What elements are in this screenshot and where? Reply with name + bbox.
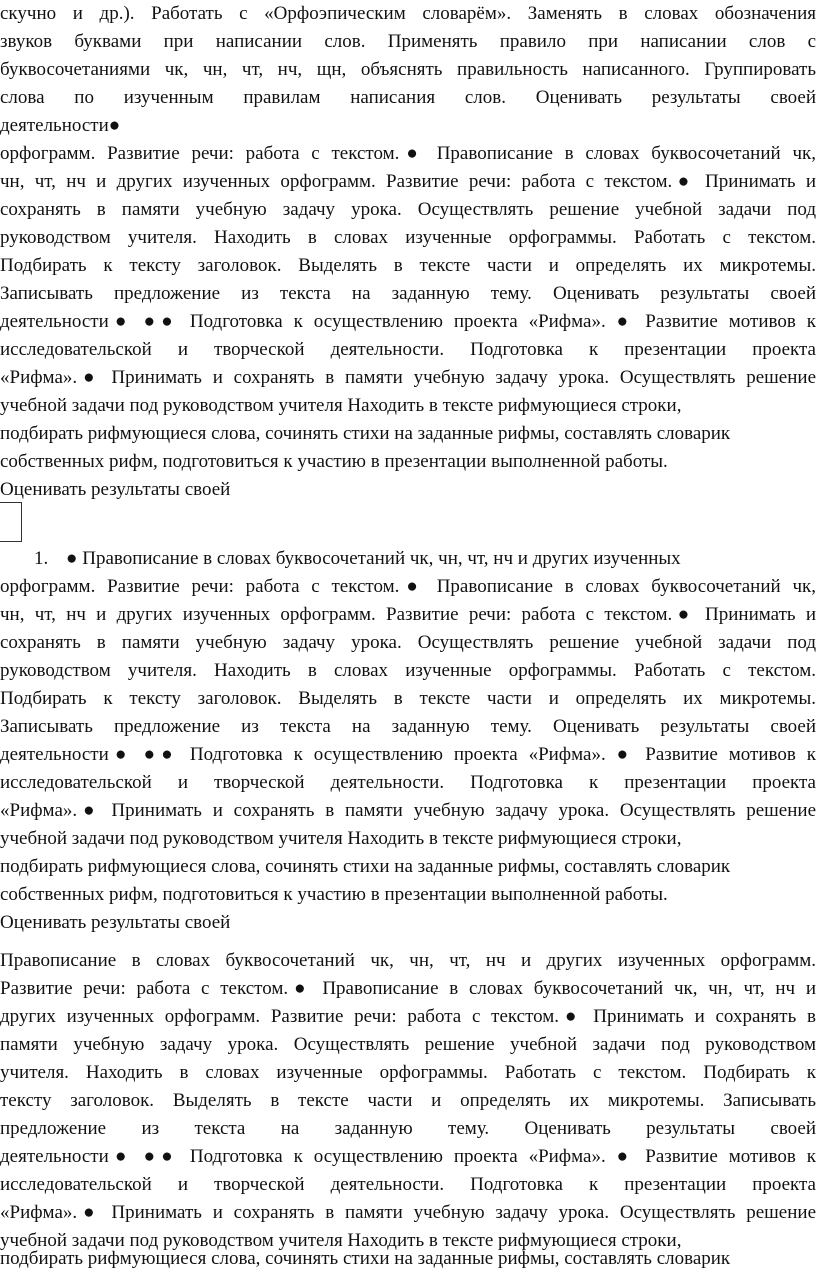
text-line: подбирать рифмующиеся слова, сочинять стихи на заданные рифмы, составлять словарик — [0, 856, 731, 877]
text-line: «Рифма».● Принимать и сохранять в памяти учебную задачу урока. Осуществлять решение — [0, 367, 816, 388]
text-line: памяти учебную задачу урока. Осуществлять решение учебной задачи под руководством — [0, 1034, 816, 1055]
text-line: сохранять в памяти учебную задачу урока. Осуществлять решение учебной задачи под — [0, 632, 816, 653]
text-line: тексту заголовок. Выделять в тексте части и определять их микротемы. Записывать — [0, 1090, 816, 1111]
text-line: собственных рифм, подготовиться к участию в презентации выполненной работы. — [0, 884, 668, 905]
text-line: исследовательской и творческой деятельности. Подготовка к презентации проекта — [0, 339, 816, 360]
text-line: учебной задачи под руководством учителя Находить в тексте рифмующиеся строки, — [0, 1230, 682, 1251]
text-line: исследовательской и творческой деятельности. Подготовка к презентации проекта — [0, 772, 816, 793]
text-line: деятельности● — [0, 115, 121, 136]
text-line: собственных рифм, подготовиться к участию в презентации выполненной работы. — [0, 451, 668, 472]
list-item — [34, 545, 816, 572]
text-line: учебной задачи под руководством учителя Находить в тексте рифмующиеся строки, — [0, 395, 682, 416]
text-line: Записывать предложение из текста на заданную тему. Оценивать результаты своей — [0, 716, 816, 737]
text-line: Подбирать к тексту заголовок. Выделять в тексте части и определять их микротемы. — [0, 688, 816, 709]
text-line: орфограмм. Развитие речи: работа с текстом.● Правописание в словах буквосочетаний чк, — [0, 576, 816, 597]
text-line: Развитие речи: работа с текстом.● Правописание в словах буквосочетаний чк, чн, чт, нч и — [0, 978, 816, 999]
text-line: Правописание в словах буквосочетаний чк, чн, чт, нч и других изученных орфограмм. — [0, 950, 816, 971]
empty-box — [0, 502, 22, 542]
text-line: «Рифма».● Принимать и сохранять в памяти учебную задачу урока. Осуществлять решение — [0, 1202, 816, 1223]
text-line: чн, чт, нч и других изученных орфограмм. Развитие речи: работа с текстом.● Принимать и — [0, 171, 816, 192]
text-line: Записывать предложение из текста на заданную тему. Оценивать результаты своей — [0, 283, 816, 304]
text-line: буквосочетаниями чк, чн, чт, нч, щн, объяснять правильность написанного. Группировать — [0, 59, 816, 80]
text-line: руководством учителя. Находить в словах изученные орфограммы. Работать с текстом. — [0, 227, 816, 248]
text-line: учебной задачи под руководством учителя Находить в тексте рифмующиеся строки, — [0, 828, 682, 849]
text-line: слова по изученным правилам написания слов. Оценивать результаты своей — [0, 87, 816, 108]
list-item-text: ● Правописание в словах буквосочетаний чк, чн, чт, нч и других изученных — [66, 548, 681, 569]
text-line: орфограмм. Развитие речи: работа с текстом.● Правописание в словах буквосочетаний чк, — [0, 143, 816, 164]
text-line: руководством учителя. Находить в словах изученные орфограммы. Работать с текстом. — [0, 660, 816, 681]
text-line: других изученных орфограмм. Развитие речи: работа с текстом.● Принимать и сохранять в — [0, 1006, 816, 1027]
text-line: Оценивать результаты своей — [0, 479, 231, 500]
text-line: подбирать рифмующиеся слова, сочинять стихи на заданные рифмы, составлять словарик — [0, 1248, 731, 1269]
text-line: предложение из текста на заданную тему. Оценивать результаты своей — [0, 1118, 816, 1139]
text-line: деятельности● ●● Подготовка к осуществлению проекта «Рифма». ● Развитие мотивов к — [0, 1146, 816, 1167]
text-line: чн, чт, нч и других изученных орфограмм. Развитие речи: работа с текстом.● Принимать и — [0, 604, 816, 625]
text-line: деятельности● ●● Подготовка к осуществлению проекта «Рифма». ● Развитие мотивов к — [0, 311, 816, 332]
text-line: исследовательской и творческой деятельности. Подготовка к презентации проекта — [0, 1174, 816, 1195]
list-number: 1. — [34, 548, 49, 569]
text-line: учителя. Находить в словах изученные орфограммы. Работать с текстом. Подбирать к — [0, 1062, 816, 1083]
text-line: подбирать рифмующиеся слова, сочинять стихи на заданные рифмы, составлять словарик — [0, 423, 731, 444]
text-line: звуков буквами при написании слов. Применять правило при написании слов с — [0, 31, 816, 52]
text-line: деятельности● ●● Подготовка к осуществлению проекта «Рифма». ● Развитие мотивов к — [0, 744, 816, 765]
text-line: скучно и др.). Работать с «Орфоэпическим словарём». Заменять в словах обозначения — [0, 3, 816, 24]
text-line: сохранять в памяти учебную задачу урока. Осуществлять решение учебной задачи под — [0, 199, 816, 220]
text-line: «Рифма».● Принимать и сохранять в памяти учебную задачу урока. Осуществлять решение — [0, 800, 816, 821]
text-line: Оценивать результаты своей — [0, 912, 231, 933]
text-line: Подбирать к тексту заголовок. Выделять в тексте части и определять их микротемы. — [0, 255, 816, 276]
